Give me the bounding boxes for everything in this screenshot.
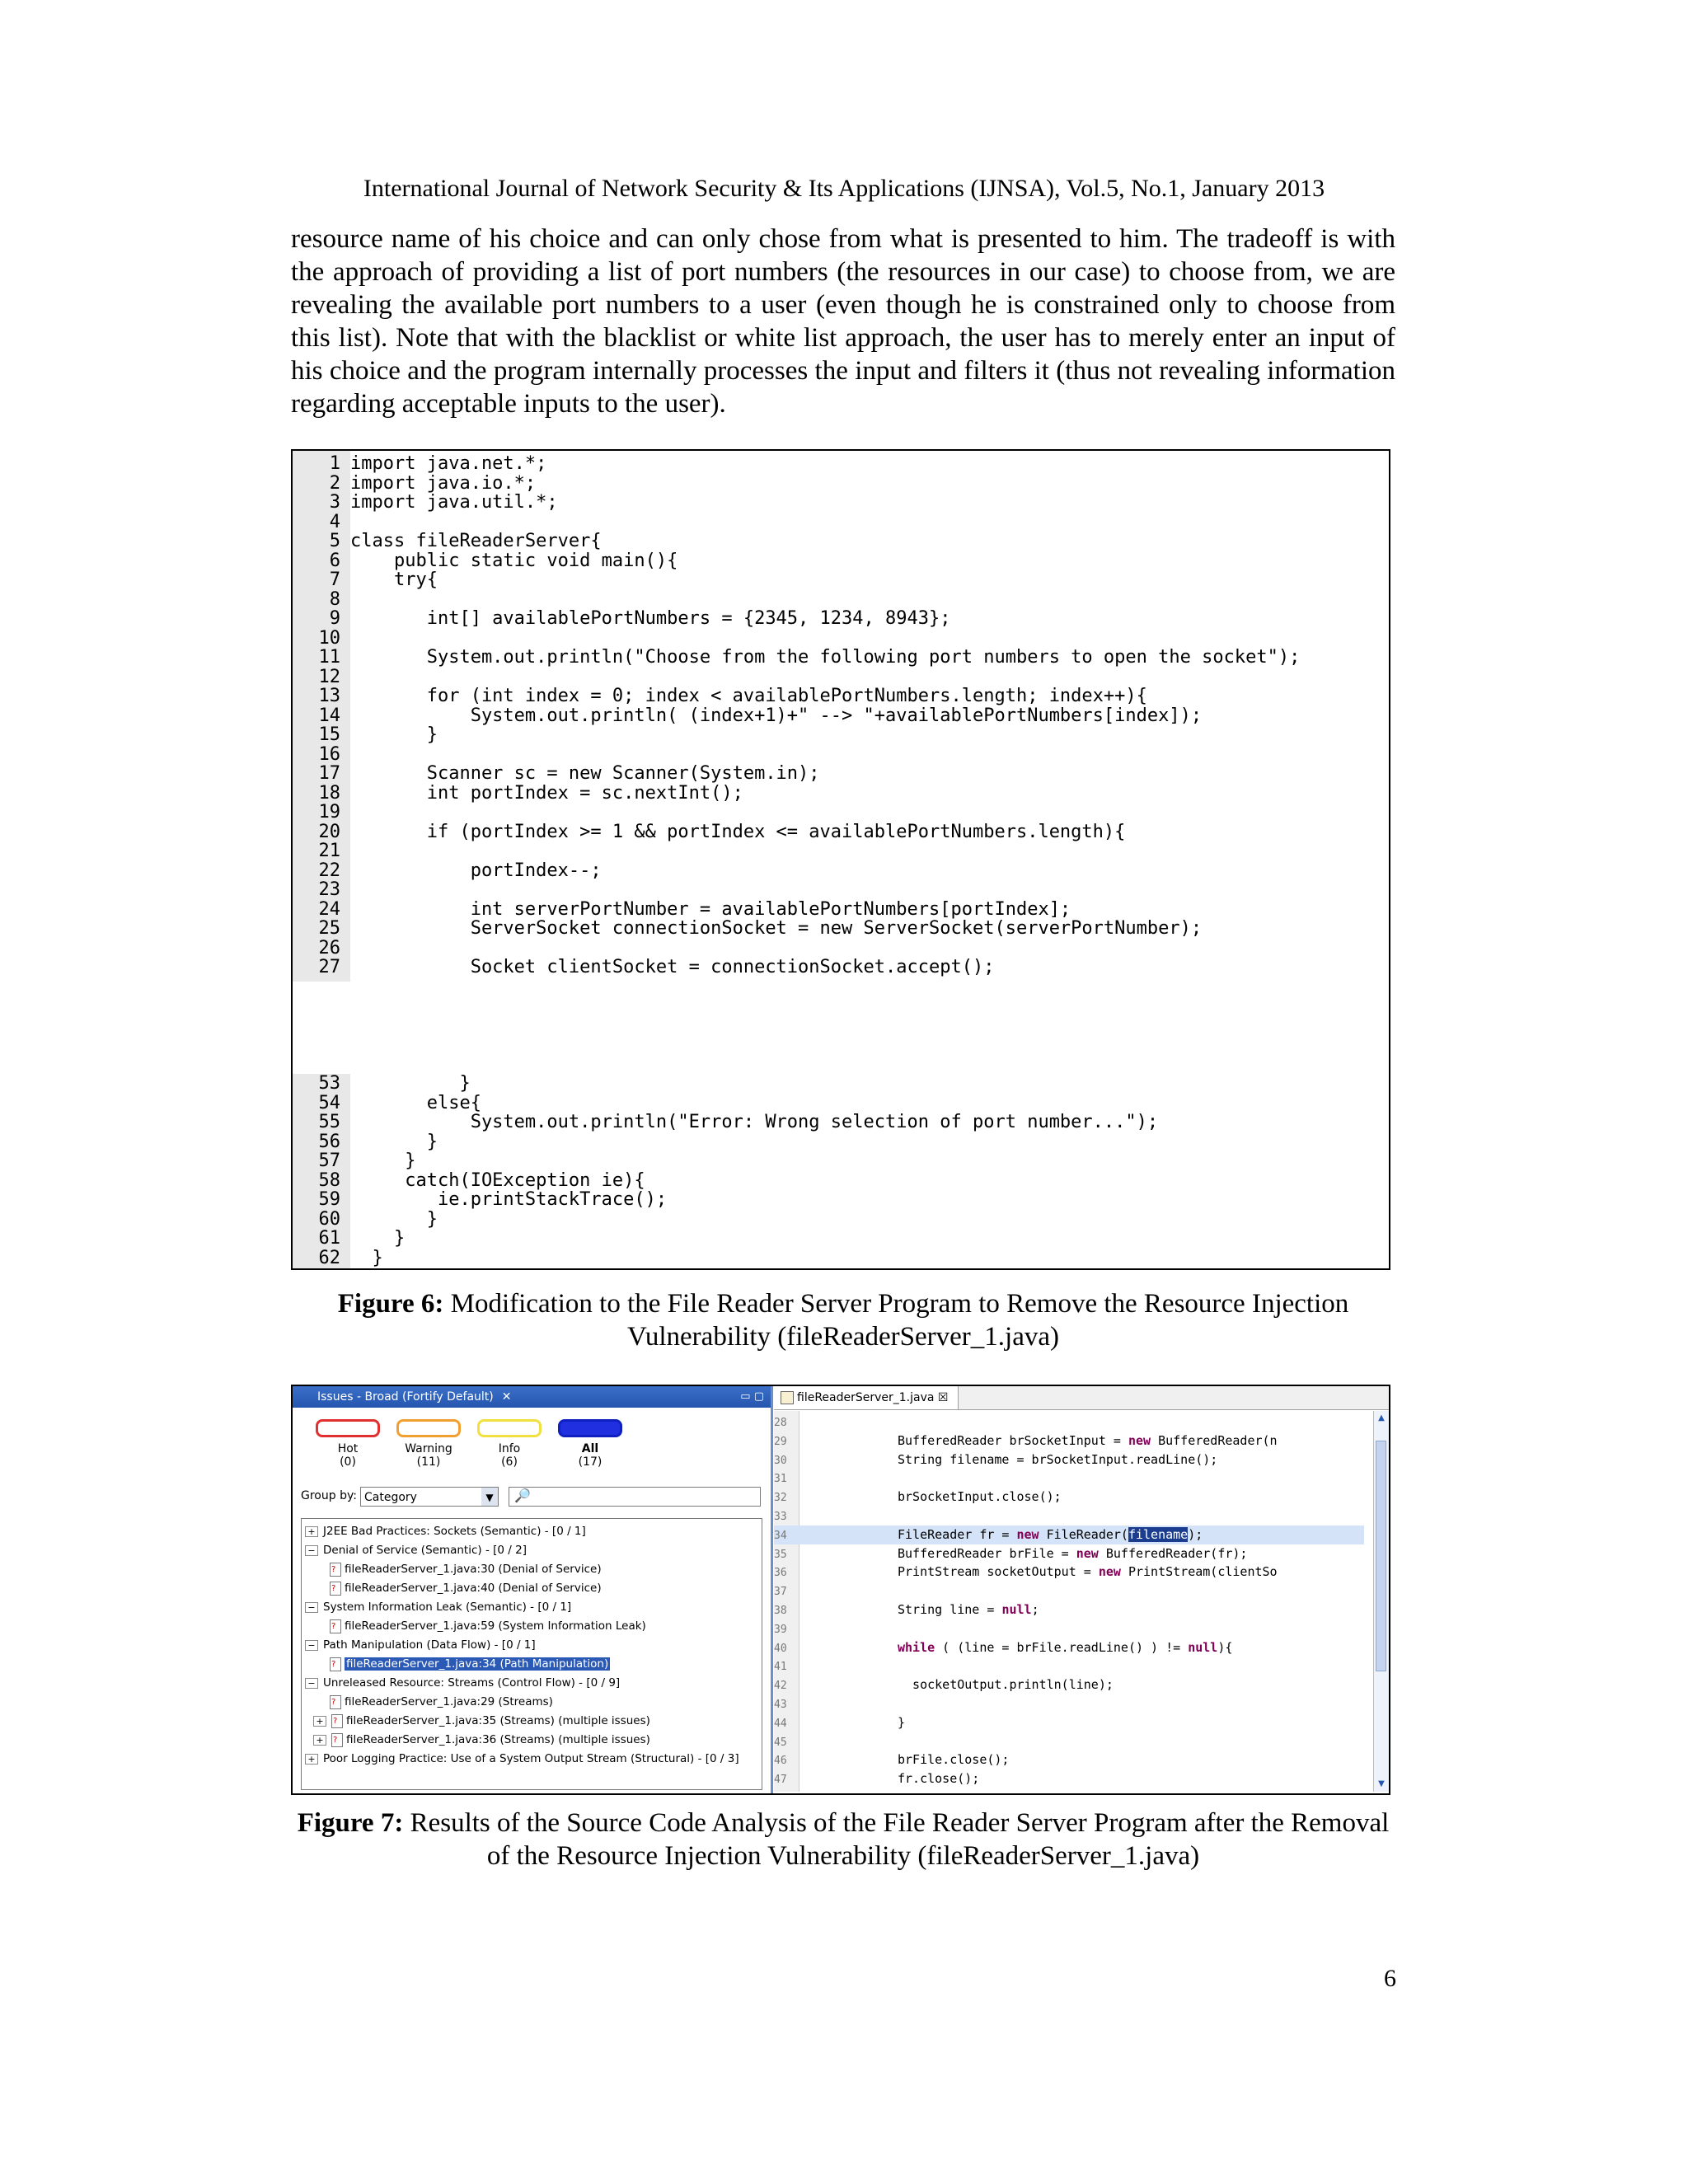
code-text: }: [350, 1208, 438, 1230]
code-line: [293, 1189, 668, 1210]
line-number: 10: [318, 627, 340, 649]
issue-category[interactable]: [305, 1541, 527, 1559]
editor-line-number: 38: [774, 1605, 787, 1617]
editor-line-text: fr.close();: [898, 1771, 980, 1787]
figure7-caption-text: Results of the Source Code Analysis of the File Reader Server Program after the Removal of the Resource Injection Vulnerability (fileReaderServer_1.java): [403, 1808, 1390, 1871]
figure7-caption-label: Figure 7:: [297, 1808, 404, 1838]
code-text: Socket clientSocket = connectionSocket.accept();: [350, 957, 995, 977]
issue-label: fileReaderServer_1.java:30 (Denial of Service): [345, 1563, 602, 1576]
code-line: [293, 1073, 471, 1094]
code-line: [293, 1151, 416, 1171]
editor-line-number: 33: [774, 1511, 787, 1523]
line-number: 54: [318, 1092, 340, 1113]
editor-line-text: FileReader fr = new FileReader(filename);: [898, 1526, 1203, 1542]
priority-filter-hot[interactable]: [307, 1419, 388, 1469]
code-line: [293, 939, 340, 958]
code-text: int portIndex = sc.nextInt();: [350, 782, 743, 804]
issue-category[interactable]: [305, 1750, 739, 1768]
code-line: [293, 918, 1203, 939]
priority-filter-info[interactable]: [469, 1419, 550, 1469]
code-line: [293, 608, 951, 629]
editor-line[interactable]: [774, 1582, 1364, 1601]
priority-count: (17): [578, 1455, 603, 1469]
code-text: Scanner sc = new Scanner(System.in);: [350, 763, 820, 784]
code-text: System.out.println("Error: Wrong selection of port number...");: [350, 1112, 1159, 1132]
editor-line[interactable]: [774, 1638, 1364, 1657]
line-number: 19: [318, 802, 340, 823]
editor-line-text: BufferedReader brFile = new BufferedReader(fr);: [898, 1545, 1248, 1561]
editor-line[interactable]: [774, 1526, 1364, 1544]
code-line: [293, 1208, 438, 1230]
collapse-icon[interactable]: −: [305, 1602, 318, 1613]
issue-item[interactable]: [313, 1712, 650, 1730]
line-number: 25: [318, 918, 340, 939]
editor-line-number: 31: [774, 1473, 787, 1486]
code-line: [293, 453, 547, 474]
code-text: import java.net.*;: [350, 453, 547, 474]
issue-label: J2EE Bad Practices: Sockets (Semantic) - [0 / 1]: [323, 1525, 586, 1538]
issue-file-icon: [331, 1714, 343, 1728]
editor-line[interactable]: [774, 1769, 1364, 1788]
issue-tree: [301, 1518, 762, 1790]
line-number: 24: [318, 898, 340, 920]
line-number: 7: [329, 569, 340, 590]
editor-line[interactable]: [774, 1469, 1364, 1488]
code-text: else{: [350, 1092, 481, 1113]
issue-label: System Information Leak (Semantic) - [0 / 1]: [323, 1601, 572, 1614]
line-number: 53: [318, 1073, 340, 1094]
code-line: [293, 724, 438, 745]
issue-category[interactable]: [305, 1674, 620, 1692]
editor-line-number: 34: [774, 1529, 787, 1542]
code-line: [293, 803, 340, 823]
code-line: [293, 1131, 438, 1152]
editor-tab-label: fileReaderServer_1.java: [797, 1391, 935, 1404]
figure6-caption-text: Modification to the File Reader Server Program to Remove the Resource Injection Vulnerability (fileReaderServer_1.java): [443, 1289, 1349, 1352]
code-line: [293, 1247, 383, 1268]
editor-line[interactable]: [774, 1657, 1364, 1675]
code-text: }: [350, 1228, 406, 1249]
priority-pill[interactable]: [477, 1419, 542, 1437]
priority-filter-all[interactable]: [550, 1419, 631, 1469]
body-paragraph: resource name of his choice and can only chose from what is presented to him. The tradeoff is with the approach of providing a list of port numbers (the resources in our case) to choose from, we are revealing the available port numbers to a user (even though he is constrained only to choose from this list). Note that with the blacklist or white list approach, the user has to merely enter an input of his choice and the program internally processes the input and filters it (thus not revealing information regarding acceptable inputs to the user).: [291, 224, 1395, 419]
collapse-icon[interactable]: −: [305, 1545, 318, 1556]
priority-count: (0): [340, 1455, 356, 1469]
code-text: for (int index = 0; index < availablePortNumbers.length; index++){: [350, 686, 1147, 706]
tree-spacer: [313, 1660, 325, 1669]
code-line: [293, 821, 1126, 842]
line-number: 13: [318, 686, 340, 706]
journal-header: International Journal of Network Security & Its Applications (IJNSA), Vol.5, No.1, January 2013: [363, 175, 1325, 202]
priority-pill[interactable]: [558, 1419, 622, 1437]
line-number: 62: [318, 1247, 340, 1268]
issue-label: fileReaderServer_1.java:35 (Streams) (multiple issues): [346, 1714, 650, 1727]
editor-line[interactable]: [774, 1732, 1364, 1751]
line-number: 2: [329, 472, 340, 494]
code-line: [293, 880, 340, 900]
editor-line[interactable]: [774, 1619, 1364, 1638]
issue-file-icon: [331, 1733, 343, 1747]
scrollbar-thumb[interactable]: [1376, 1441, 1386, 1671]
editor-line-text: }: [898, 1714, 906, 1730]
code-text: }: [350, 724, 438, 745]
close-icon[interactable]: ☒: [937, 1391, 949, 1404]
code-line: [293, 531, 602, 551]
issue-category[interactable]: [305, 1598, 571, 1616]
figure7-screenshot: [291, 1385, 1390, 1795]
issue-label: Path Manipulation (Data Flow) - [0 / 1]: [323, 1638, 536, 1652]
figure6-caption: [291, 1287, 1395, 1353]
priority-label: All: [581, 1442, 599, 1455]
editor-line[interactable]: [774, 1675, 1364, 1694]
code-line: [293, 686, 1147, 706]
code-text: System.out.println( (index+1)+" --> "+availablePortNumbers[index]);: [350, 705, 1203, 726]
scroll-down-icon[interactable]: ▼: [1378, 1779, 1385, 1788]
code-line: [293, 513, 340, 532]
figure7-caption: [291, 1807, 1395, 1872]
editor-line[interactable]: [774, 1713, 1364, 1732]
line-number: 8: [329, 588, 340, 610]
code-line: [293, 1169, 645, 1191]
editor-tab[interactable]: [774, 1386, 959, 1409]
editor-line-number: 47: [774, 1774, 787, 1787]
priority-count: (11): [416, 1455, 441, 1469]
code-text: import java.io.*;: [350, 472, 537, 494]
editor-line-number: 45: [774, 1736, 787, 1749]
editor-line[interactable]: [774, 1507, 1364, 1526]
line-number: 3: [329, 492, 340, 513]
issues-tab[interactable]: Issues - Broad (Fortify Default): [317, 1390, 494, 1404]
editor-line-text: PrintStream socketOutput = new PrintStream(clientSo: [898, 1564, 1278, 1580]
line-number: 26: [318, 937, 340, 958]
editor-line-text: String line = null;: [898, 1602, 1039, 1617]
editor-line-number: 32: [774, 1492, 787, 1505]
issue-file-icon: [330, 1563, 341, 1577]
code-line: [293, 957, 995, 977]
priority-label: Info: [498, 1442, 521, 1455]
code-line: [293, 898, 1071, 920]
expand-icon[interactable]: +: [313, 1735, 326, 1746]
line-number: 1: [329, 453, 340, 474]
editor-line[interactable]: [774, 1563, 1364, 1582]
groupby-select[interactable]: [360, 1487, 499, 1507]
issue-category[interactable]: [305, 1636, 536, 1654]
editor-line[interactable]: [774, 1750, 1364, 1769]
code-text: ServerSocket connectionSocket = new ServerSocket(serverPortNumber);: [350, 918, 1203, 939]
code-line: [293, 492, 558, 513]
editor-line-text: String filename = brSocketInput.readLine();: [898, 1451, 1218, 1467]
code-line: [293, 745, 340, 765]
editor-line[interactable]: [774, 1451, 1364, 1469]
editor-line[interactable]: [774, 1694, 1364, 1713]
minimize-maximize-icon[interactable]: ▭ ▢: [740, 1390, 764, 1403]
editor-line-text: socketOutput.println(line);: [898, 1677, 1114, 1693]
issue-item[interactable]: [313, 1731, 650, 1749]
code-text: try{: [350, 569, 438, 590]
editor-line-number: 43: [774, 1699, 787, 1711]
tree-spacer: [313, 1622, 325, 1631]
editor-line-number: 42: [774, 1680, 787, 1693]
close-icon[interactable]: ✕: [501, 1390, 512, 1404]
code-line: [293, 705, 1203, 726]
line-number: 61: [318, 1228, 340, 1249]
issue-item[interactable]: [313, 1655, 610, 1673]
code-text: int[] availablePortNumbers = {2345, 1234, 8943};: [350, 608, 951, 629]
line-number: 57: [318, 1151, 340, 1171]
issue-label: Poor Logging Practice: Use of a System Output Stream (Structural) - [0 / 3]: [323, 1752, 739, 1765]
line-number: 17: [318, 763, 340, 784]
code-text: class fileReaderServer{: [350, 531, 602, 551]
code-text: }: [350, 1073, 471, 1094]
priority-filter-warning[interactable]: [388, 1419, 469, 1469]
editor-line-number: 36: [774, 1567, 787, 1580]
line-number: 20: [318, 821, 340, 842]
code-text: }: [350, 1151, 416, 1171]
code-line: [293, 550, 678, 571]
line-number: 9: [329, 608, 340, 629]
expand-icon[interactable]: +: [305, 1526, 318, 1537]
editor-tab-bar: [774, 1386, 1389, 1410]
tree-spacer: [313, 1584, 325, 1593]
editor-line-text: BufferedReader brSocketInput = new BufferedReader(n: [898, 1432, 1278, 1448]
line-number: 56: [318, 1131, 340, 1152]
editor-line-number: 39: [774, 1623, 787, 1636]
code-line: [293, 763, 820, 784]
issue-file-icon: [330, 1695, 341, 1709]
code-line: [293, 1112, 1159, 1132]
collapse-icon[interactable]: −: [305, 1678, 318, 1689]
page-number: 6: [1384, 1965, 1396, 1992]
code-line: [293, 472, 537, 494]
editor-line[interactable]: [774, 1544, 1364, 1563]
issue-label: Unreleased Resource: Streams (Control Flow) - [0 / 9]: [323, 1676, 621, 1690]
figure6-code-listing: [291, 449, 1390, 1270]
groupby-label: Group by:: [301, 1489, 357, 1502]
line-number: 22: [318, 860, 340, 881]
issues-panel: [293, 1386, 773, 1793]
code-text: portIndex--;: [350, 860, 602, 881]
editor-line-text: brFile.close();: [898, 1752, 1010, 1768]
line-number: 21: [318, 841, 340, 861]
line-number: 5: [329, 531, 340, 551]
code-text: catch(IOException ie){: [350, 1169, 645, 1191]
issue-label: Denial of Service (Semantic) - [0 / 2]: [323, 1544, 527, 1557]
java-file-icon: [781, 1391, 794, 1404]
issue-file-icon: [330, 1657, 341, 1671]
line-number: 27: [318, 957, 340, 977]
priority-label: Hot: [337, 1442, 359, 1455]
line-number: 12: [318, 666, 340, 687]
priority-label: Warning: [405, 1442, 452, 1455]
scroll-up-icon[interactable]: ▲: [1378, 1413, 1385, 1422]
code-text: }: [350, 1131, 438, 1152]
editor-line-number: 29: [774, 1435, 787, 1448]
line-number: 6: [329, 550, 340, 571]
editor-line-number: 35: [774, 1548, 787, 1561]
code-text: ie.printStackTrace();: [350, 1189, 668, 1210]
editor-line-number: 46: [774, 1755, 787, 1768]
line-number: 59: [318, 1189, 340, 1210]
editor-line-text: while ( (line = brFile.readLine() ) != null){: [898, 1639, 1233, 1655]
code-text: System.out.println("Choose from the following port numbers to open the socket");: [350, 647, 1301, 668]
issue-label: fileReaderServer_1.java:36 (Streams) (multiple issues): [346, 1733, 650, 1746]
code-line: [293, 841, 340, 861]
figure6-caption-label: Figure 6:: [337, 1289, 444, 1319]
vertical-scrollbar[interactable]: [1373, 1411, 1389, 1792]
line-number: 55: [318, 1112, 340, 1132]
line-number: 23: [318, 879, 340, 900]
issue-label: fileReaderServer_1.java:59 (System Information Leak): [345, 1619, 646, 1633]
editor-line[interactable]: [774, 1413, 1364, 1432]
line-number: 11: [318, 647, 340, 668]
line-number: 60: [318, 1208, 340, 1230]
editor-line-number: 41: [774, 1661, 787, 1674]
chevron-down-icon[interactable]: ▼: [481, 1488, 498, 1506]
issue-label: fileReaderServer_1.java:34 (Path Manipulation): [346, 1657, 609, 1671]
issue-item[interactable]: [313, 1617, 646, 1635]
editor-line-number: 40: [774, 1642, 787, 1655]
code-line: [293, 629, 340, 649]
issue-item[interactable]: [313, 1560, 602, 1578]
code-line: [293, 782, 743, 804]
line-number: 4: [329, 511, 340, 532]
editor-line-text: brSocketInput.close();: [898, 1489, 1062, 1505]
groupby-value: Category: [364, 1491, 417, 1504]
issue-file-icon: [330, 1582, 341, 1596]
search-icon[interactable]: 🔎: [514, 1488, 531, 1503]
issues-panel-titlebar: [293, 1386, 771, 1408]
code-line: [293, 590, 340, 610]
code-line: [293, 668, 340, 687]
issue-category[interactable]: [305, 1522, 586, 1540]
code-line: [293, 1228, 406, 1249]
code-line: [293, 647, 1301, 668]
code-line: [293, 860, 602, 881]
code-line: [293, 569, 438, 590]
editor-line-number: 37: [774, 1586, 787, 1599]
code-line: [293, 1092, 481, 1113]
line-number: 14: [318, 705, 340, 726]
code-text: }: [350, 1247, 383, 1268]
editor-line-number: 28: [774, 1417, 787, 1429]
issue-file-icon: [330, 1619, 341, 1633]
line-number: 15: [318, 724, 340, 745]
code-text: if (portIndex >= 1 && portIndex <= availablePortNumbers.length){: [350, 821, 1126, 842]
line-number: 16: [318, 743, 340, 765]
code-text: public static void main(){: [350, 550, 678, 571]
editor-line-number: 30: [774, 1454, 787, 1467]
issue-item[interactable]: [313, 1693, 553, 1711]
priority-count: (6): [501, 1455, 518, 1469]
priority-pill[interactable]: [316, 1419, 380, 1437]
issue-label: fileReaderServer_1.java:29 (Streams): [345, 1695, 553, 1708]
priority-pill[interactable]: [396, 1419, 461, 1437]
editor-line-number: 44: [774, 1717, 787, 1730]
issue-label: fileReaderServer_1.java:40 (Denial of Service): [345, 1582, 602, 1595]
tree-spacer: [313, 1565, 325, 1574]
code-editor-panel: [774, 1386, 1389, 1793]
tree-spacer: [313, 1698, 325, 1707]
code-text: import java.util.*;: [350, 492, 558, 513]
editor-line[interactable]: [774, 1432, 1364, 1451]
expand-icon[interactable]: +: [305, 1754, 318, 1765]
code-text: int serverPortNumber = availablePortNumbers[portIndex];: [350, 898, 1071, 920]
line-number: 18: [318, 782, 340, 804]
expand-icon[interactable]: +: [313, 1716, 326, 1727]
editor-line[interactable]: [774, 1601, 1364, 1619]
issue-item[interactable]: [313, 1579, 602, 1597]
search-input[interactable]: [509, 1487, 761, 1507]
line-number: 58: [318, 1169, 340, 1191]
collapse-icon[interactable]: −: [305, 1640, 318, 1651]
editor-line[interactable]: [774, 1488, 1364, 1507]
